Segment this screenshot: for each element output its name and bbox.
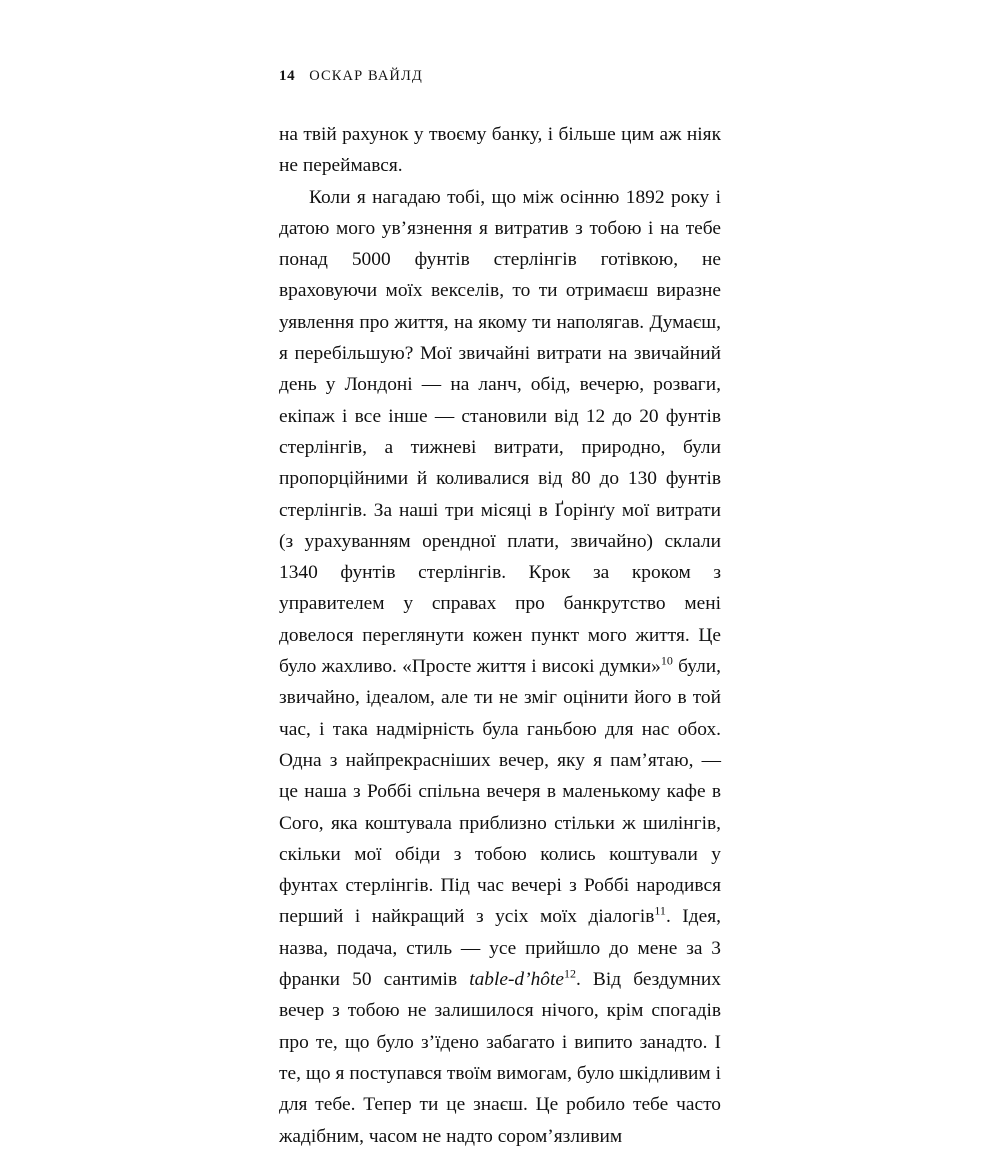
italic-phrase-table-dhote: table-d’hôte xyxy=(469,969,564,991)
text-block xyxy=(279,68,721,1152)
footnote-marker-10: 10 xyxy=(660,653,673,668)
paragraph-2 xyxy=(279,182,721,1152)
footnote-marker-11: 11 xyxy=(654,903,666,918)
running-head xyxy=(279,68,721,85)
paragraph-2-segment-2: були, звичайно, ідеалом, але ти не зміг оцінити його в той час, і така надмірність була ганьбою для нас обох. Одна з найпрекрасніших вечер, яку я пам’ятаю, — це наша з Роббі спільна вечеря в маленькому кафе в Сого, яка коштувала приблизно стільки ж шилінгів, скільки мої обіди з тобою колись коштували у фунтах стерлінгів. Під час вечері з Роббі народився перший і найкращий з усіх моїх діалогів xyxy=(279,656,722,928)
footnote-marker-12: 12 xyxy=(563,966,576,981)
paragraph-2-segment-3: . Ідея, назва, подача, стиль — усе прийшло до мене за 3 франки 50 сантимів xyxy=(279,906,721,991)
page-number: 14 xyxy=(279,68,296,84)
running-title: ОСКАР ВАЙЛД xyxy=(309,68,423,84)
paragraph-2-segment-4: . Від бездумних вечер з тобою не залишилося нічого, крім спогадів про те, що було з’їдено забагато і випито занадто. І те, що я поступався твоїм вимогам, було шкідливим і для тебе. Тепер ти це знаєш. Це робило тебе часто жадібним, часом не надто сором’язливим xyxy=(279,969,721,1147)
body-text xyxy=(279,119,721,1152)
paragraph-2-segment-1: Коли я нагадаю тобі, що між осінню 1892 року і датою мого ув’язнення я витратив з тобою і на тебе понад 5000 фунтів стерлінгів готівкою, не враховуючи моїх векселів, то ти отримаєш виразне уявлення про життя, на якому ти наполягав. Думаєш, я перебільшую? Мої звичайні витрати на звичайний день у Лондоні — на ланч, обід, вечерю, розваги, екіпаж і все інше — становили від 12 до 20 фунтів стерлінгів, а тижневі витрати, природно, були пропорційними й коливалися від 80 до 130 фунтів стерлінгів. За наші три місяці в Ґорінґу мої витрати (з урахуванням орендної плати, звичайно) склали 1340 фунтів стерлінгів. Крок за кроком з управителем у справах про банкрутство мені довелося переглянути кожен пункт мого життя. Це було жахливо. «Просте життя і високі думки» xyxy=(279,186,721,678)
paragraph-1: на твій рахунок у твоєму банку, і більше цим аж ніяк не переймався. xyxy=(279,124,721,177)
